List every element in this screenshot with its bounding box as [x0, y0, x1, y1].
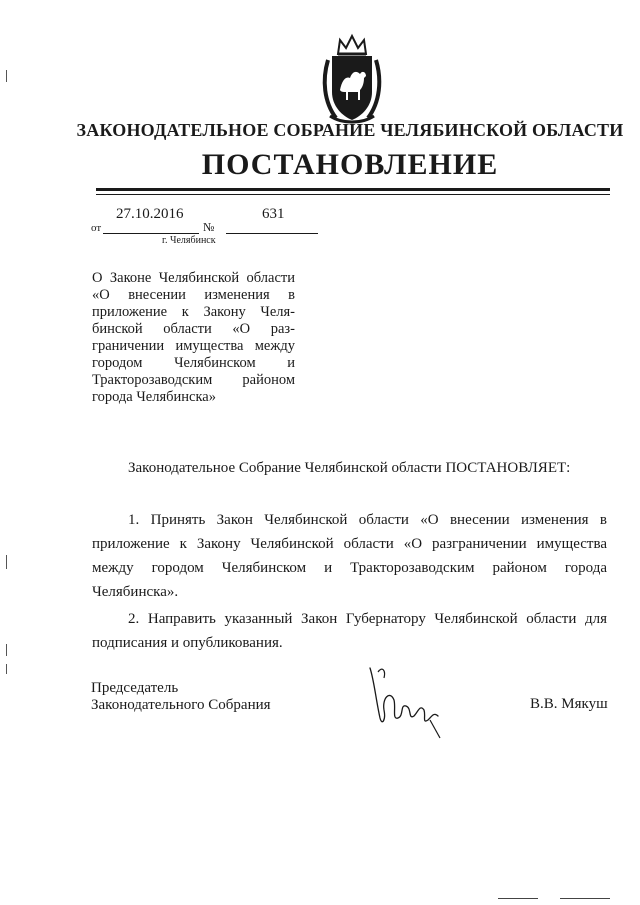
- handwritten-signature: [360, 660, 450, 740]
- scan-artifact: [498, 898, 538, 899]
- header-rule-thick: [96, 188, 610, 191]
- subject-line: приложение к Закону Челя-: [92, 304, 295, 320]
- scan-artifact: [560, 898, 610, 899]
- scan-artifact: [6, 644, 7, 656]
- scan-artifact: [6, 70, 7, 82]
- organization-name: ЗАКОНОДАТЕЛЬНОЕ СОБРАНИЕ ЧЕЛЯБИНСКОЙ ОБЛАСТИ: [76, 120, 624, 140]
- preamble: Законодательное Собрание Челябинской области ПОСТАНОВЛЯЕТ:: [128, 460, 571, 476]
- document-number: 631: [262, 206, 285, 222]
- signatory-title-line: Председатель: [91, 680, 179, 696]
- subject-line: О Законе Челябинской области: [92, 270, 295, 286]
- city-label: г. Челябинск: [162, 235, 216, 246]
- header-rule-thin: [96, 194, 610, 195]
- number-underline: [226, 233, 318, 234]
- scan-artifact: [6, 555, 7, 569]
- subject-line: города Челябинска»: [92, 389, 216, 405]
- document-subject: [92, 270, 295, 406]
- signatory-name: В.В. Мякуш: [530, 696, 608, 712]
- signatory-title: [91, 680, 271, 714]
- document-date: 27.10.2016: [116, 206, 184, 222]
- coat-of-arms-icon: [316, 30, 388, 126]
- subject-line: Тракторозаводским районом: [92, 372, 295, 388]
- subject-line: «О внесении изменения в: [92, 287, 295, 303]
- subject-line: городом Челябинском и: [92, 355, 295, 371]
- resolution-items: [92, 508, 607, 655]
- scan-artifact: [6, 664, 7, 674]
- resolution-item: 1. Принять Закон Челябинской области «О внесении изменения в приложение к Закону Челябинской области «О разграничении имущества между городом Челябинском и Тракторозаводским районом города Челябинска».: [92, 512, 607, 600]
- date-underline: [103, 233, 199, 234]
- number-label: №: [203, 220, 215, 234]
- signatory-title-line: Законодательного Собрания: [91, 697, 271, 713]
- subject-line: бинской области «О раз-: [92, 321, 295, 337]
- resolution-item: 2. Направить указанный Закон Губернатору Челябинской области для подписания и опубликования.: [92, 611, 607, 651]
- subject-line: граничении имущества между: [92, 338, 295, 354]
- from-label: от: [91, 222, 102, 234]
- document-type-title: ПОСТАНОВЛЕНИЕ: [201, 148, 499, 181]
